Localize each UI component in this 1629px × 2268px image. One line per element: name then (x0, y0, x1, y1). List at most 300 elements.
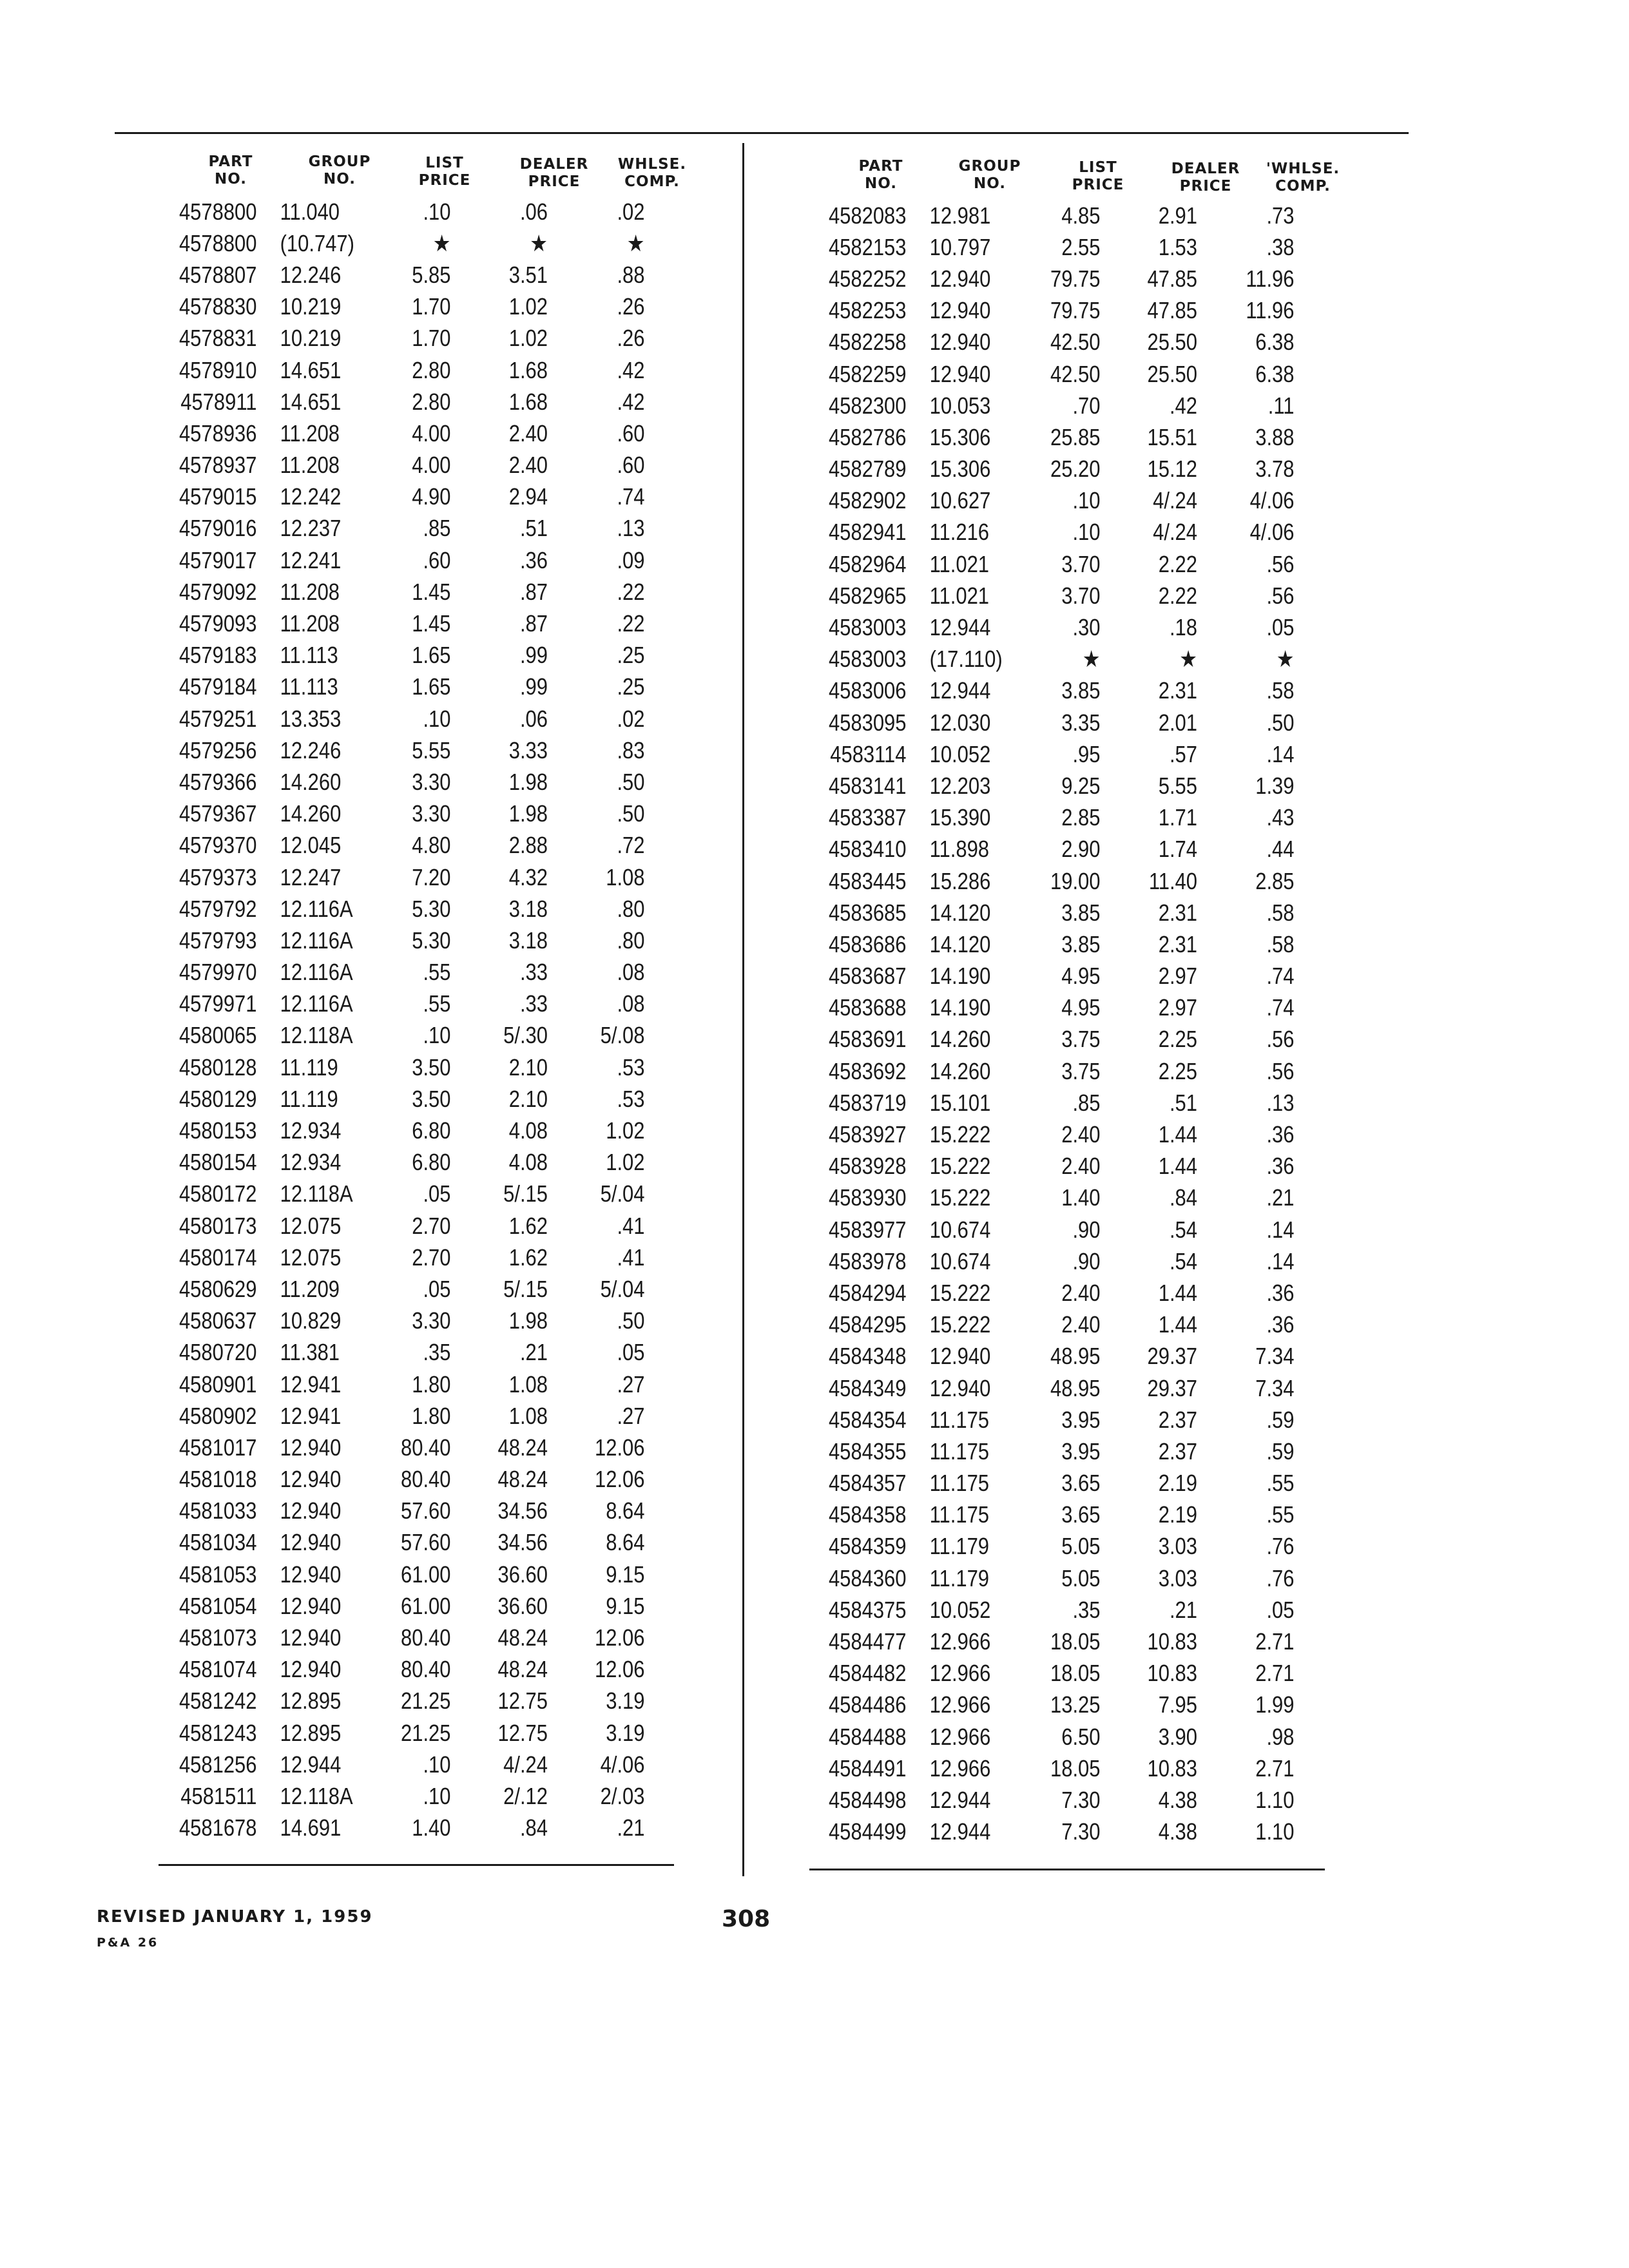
group-no-cell: 12.934 (280, 1149, 342, 1176)
right-table-row (809, 644, 1295, 675)
left-table-row (160, 1242, 645, 1273)
group-no-cell: 10.674 (929, 1247, 991, 1274)
list-price-cell: .55 (423, 990, 451, 1017)
group-no-cell: 12.944 (929, 677, 991, 704)
dealer-price-cell: .99 (519, 673, 548, 700)
left-table-row (160, 988, 645, 1020)
group-no-cell: 10.053 (929, 392, 991, 419)
group-no-cell: 12.940 (280, 1529, 342, 1556)
left-table-row (160, 450, 645, 481)
dealer-price-cell: 2.97 (1158, 963, 1197, 990)
list-price-cell: 3.85 (1061, 930, 1101, 957)
part-no-cell: 4581053 (178, 1561, 257, 1588)
part-no-cell: 4580153 (178, 1117, 257, 1144)
left-table-row (160, 1590, 645, 1622)
list-price-cell: 61.00 (401, 1561, 451, 1588)
whlse-comp-cell: .14 (1266, 1216, 1295, 1243)
part-no-cell: 4580128 (178, 1053, 257, 1081)
group-no-cell: 11.216 (929, 519, 990, 546)
right-table-row (809, 992, 1295, 1024)
list-price-cell: 18.05 (1050, 1754, 1101, 1782)
whlse-comp-cell: .27 (617, 1370, 645, 1398)
bottom-rule-right (809, 1869, 1325, 1870)
group-no-cell: 11.208 (280, 419, 340, 447)
part-no-cell: 4581678 (178, 1814, 257, 1841)
left-header-group: GROUP NO. (308, 153, 371, 187)
group-no-cell: 11.179 (929, 1533, 990, 1560)
right-table-row (809, 1531, 1295, 1562)
part-no-cell: 4584295 (828, 1311, 907, 1338)
list-price-cell: 21.25 (401, 1719, 451, 1746)
left-table-row (160, 196, 645, 227)
left-table-row (160, 957, 645, 988)
whlse-comp-cell: 11.96 (1246, 265, 1295, 292)
list-price-cell: 3.50 (412, 1085, 451, 1112)
part-no-cell: 4583928 (828, 1153, 907, 1180)
whlse-comp-cell: ★ (1276, 646, 1295, 673)
list-price-cell: 48.95 (1050, 1374, 1101, 1401)
left-price-table (160, 196, 724, 1844)
dealer-price-cell: 4.08 (508, 1117, 548, 1144)
whlse-comp-cell: .25 (617, 673, 645, 700)
list-price-cell: .90 (1072, 1216, 1101, 1243)
part-no-cell: 4583691 (828, 1026, 907, 1053)
left-table-row (160, 1305, 645, 1337)
part-no-cell: 4583977 (828, 1216, 907, 1243)
whlse-comp-cell: .21 (1266, 1184, 1295, 1211)
right-table-row (809, 1816, 1295, 1848)
whlse-comp-cell: .60 (617, 452, 645, 479)
whlse-comp-cell: 2.71 (1255, 1754, 1295, 1782)
part-no-cell: 4583114 (830, 740, 907, 767)
dealer-price-cell: .42 (1169, 392, 1197, 419)
bottom-rule-left (159, 1864, 674, 1866)
list-price-cell: 1.45 (412, 610, 451, 637)
left-table-row (160, 893, 645, 925)
part-no-cell: 4579015 (178, 483, 257, 510)
dealer-price-cell: 34.56 (497, 1529, 548, 1556)
left-header-list: LIST PRICE (418, 155, 471, 189)
whlse-comp-cell: 1.99 (1255, 1691, 1295, 1718)
part-no-cell: 4583445 (828, 867, 907, 894)
list-price-cell: 4.90 (412, 483, 451, 510)
whlse-comp-cell: .83 (617, 736, 645, 764)
group-no-cell: 15.222 (929, 1121, 991, 1148)
right-table-row (809, 1372, 1295, 1404)
dealer-price-cell: 3.33 (508, 736, 548, 764)
part-no-cell: 4583095 (828, 709, 907, 736)
group-no-cell: 14.260 (929, 1057, 991, 1084)
part-no-cell: 4584360 (828, 1564, 907, 1591)
group-no-cell: 11.175 (929, 1406, 990, 1433)
group-no-cell: 15.101 (929, 1089, 991, 1116)
part-no-cell: 4584348 (828, 1343, 907, 1370)
left-table-row (160, 1780, 645, 1812)
group-no-cell: 12.940 (929, 1374, 991, 1401)
list-price-cell: .35 (1072, 1596, 1101, 1623)
left-table-row (160, 259, 645, 291)
whlse-comp-cell: 5/.04 (600, 1275, 645, 1302)
right-table-row (809, 770, 1295, 802)
group-no-cell: 12.940 (280, 1497, 342, 1524)
dealer-price-cell: 1.08 (508, 1370, 548, 1398)
list-price-cell: 2.40 (1061, 1153, 1101, 1180)
right-header-list: LIST PRICE (1072, 159, 1124, 193)
part-no-cell: 4584491 (828, 1754, 907, 1782)
group-no-cell: 10.674 (929, 1216, 991, 1243)
right-table-row (809, 961, 1295, 992)
right-table-row (809, 1277, 1295, 1309)
dealer-price-cell: 48.24 (497, 1624, 548, 1651)
group-no-cell: 12.940 (929, 329, 991, 356)
dealer-price-cell: 1.02 (508, 325, 548, 352)
dealer-price-cell: 2.19 (1158, 1470, 1197, 1497)
left-table-row (160, 861, 645, 893)
dealer-price-cell: 36.60 (497, 1561, 548, 1588)
list-price-cell: 1.80 (412, 1402, 451, 1429)
left-table-row (160, 1812, 645, 1844)
whlse-comp-cell: 5/.04 (600, 1180, 645, 1207)
group-no-cell: 12.246 (280, 261, 342, 288)
list-price-cell: 3.95 (1061, 1406, 1101, 1433)
dealer-price-cell: 4.32 (508, 863, 548, 890)
list-price-cell: .10 (423, 198, 451, 225)
list-price-cell: 2.80 (412, 388, 451, 415)
group-no-cell: 15.306 (929, 456, 991, 483)
list-price-cell: 3.65 (1061, 1470, 1101, 1497)
dealer-price-cell: 1.44 (1158, 1311, 1197, 1338)
right-table-row (809, 1182, 1295, 1214)
part-no-cell: 4583003 (828, 614, 907, 641)
whlse-comp-cell: .74 (1266, 963, 1295, 990)
whlse-comp-cell: .44 (1266, 836, 1295, 863)
part-no-cell: 4584498 (828, 1786, 907, 1813)
dealer-price-cell: 2.22 (1158, 582, 1197, 609)
whlse-comp-cell: 5/.08 (600, 1022, 645, 1049)
dealer-price-cell: .51 (1169, 1089, 1197, 1116)
whlse-comp-cell: .72 (617, 832, 645, 859)
dealer-price-cell: 11.40 (1148, 867, 1197, 894)
part-no-cell: 4580720 (178, 1339, 257, 1366)
group-no-cell: 14.691 (280, 1814, 342, 1841)
whlse-comp-cell: 1.02 (606, 1117, 645, 1144)
left-header-part: PART NO. (208, 153, 253, 187)
whlse-comp-cell: .14 (1266, 740, 1295, 767)
right-table-row (809, 897, 1295, 928)
whlse-comp-cell: .08 (617, 959, 645, 986)
right-table-row (809, 1214, 1295, 1245)
left-table-row (160, 1527, 645, 1559)
list-price-cell: 1.40 (412, 1814, 451, 1841)
whlse-comp-cell: .76 (1266, 1564, 1295, 1591)
left-header-whlse: WHLSE. COMP. (617, 156, 687, 190)
left-table-row (160, 1432, 645, 1463)
part-no-cell: 4580637 (178, 1307, 257, 1334)
part-no-cell: 4584499 (828, 1818, 907, 1845)
part-no-cell: 4582941 (828, 519, 907, 546)
dealer-price-cell: .57 (1169, 740, 1197, 767)
dealer-price-cell: 1.98 (508, 800, 548, 827)
list-price-cell: .85 (423, 515, 451, 542)
whlse-comp-cell: .08 (617, 990, 645, 1017)
list-price-cell: 6.50 (1061, 1723, 1101, 1750)
list-price-cell: 2.55 (1061, 233, 1101, 260)
group-no-cell: 14.651 (280, 388, 342, 415)
part-no-cell: 4582786 (828, 423, 907, 450)
dealer-price-cell: .84 (519, 1814, 548, 1841)
whlse-comp-cell: 12.06 (595, 1656, 645, 1683)
dealer-price-cell: 3.18 (508, 895, 548, 922)
left-table-row (160, 1559, 645, 1590)
part-no-cell: 4581033 (178, 1497, 257, 1524)
part-no-cell: 4584355 (828, 1437, 907, 1465)
part-no-cell: 4579971 (178, 990, 257, 1017)
whlse-comp-cell: .56 (1266, 1026, 1295, 1053)
left-table-row (160, 323, 645, 354)
group-no-cell: 12.940 (280, 1434, 342, 1461)
right-table-row (809, 1341, 1295, 1372)
part-no-cell: 4580172 (178, 1180, 257, 1207)
dealer-price-cell: 34.56 (497, 1497, 548, 1524)
dealer-price-cell: 3.51 (508, 261, 548, 288)
whlse-comp-cell: 12.06 (595, 1466, 645, 1493)
whlse-comp-cell: .98 (1266, 1723, 1295, 1750)
left-table-row (160, 1115, 645, 1146)
group-no-cell: 12.981 (929, 202, 991, 229)
list-price-cell: 21.25 (401, 1687, 451, 1715)
part-no-cell: 4584488 (828, 1723, 907, 1750)
whlse-comp-cell: 7.34 (1255, 1343, 1295, 1370)
dealer-price-cell: 1.53 (1158, 233, 1197, 260)
part-no-cell: 4584375 (828, 1596, 907, 1623)
part-no-cell: 4584359 (828, 1533, 907, 1560)
dealer-price-cell: 1.68 (508, 356, 548, 383)
dealer-price-cell: .54 (1169, 1216, 1197, 1243)
part-no-cell: 4581054 (178, 1592, 257, 1619)
list-price-cell: 1.70 (412, 293, 451, 320)
dealer-price-cell: .99 (519, 642, 548, 669)
whlse-comp-cell: .74 (1266, 994, 1295, 1021)
whlse-comp-cell: .25 (617, 642, 645, 669)
list-price-cell: 1.40 (1061, 1184, 1101, 1211)
list-price-cell: .90 (1072, 1247, 1101, 1274)
part-no-cell: 4584349 (828, 1374, 907, 1401)
whlse-comp-cell: .42 (617, 388, 645, 415)
whlse-comp-cell: .02 (617, 198, 645, 225)
left-table-row (160, 576, 645, 608)
dealer-price-cell: 4/.24 (1153, 487, 1197, 514)
part-no-cell: 4584482 (828, 1660, 907, 1687)
part-no-cell: 4580901 (178, 1370, 257, 1398)
part-no-cell: 4584477 (828, 1628, 907, 1655)
whlse-comp-cell: .11 (1268, 392, 1295, 419)
whlse-comp-cell: 4/.06 (1249, 519, 1295, 546)
list-price-cell: .10 (423, 1782, 451, 1809)
dealer-price-cell: 47.85 (1147, 265, 1197, 292)
whlse-comp-cell: .50 (617, 1307, 645, 1334)
list-price-cell: 3.65 (1061, 1501, 1101, 1528)
dealer-price-cell: 3.03 (1158, 1564, 1197, 1591)
whlse-comp-cell: .53 (617, 1053, 645, 1081)
dealer-price-cell: .54 (1169, 1247, 1197, 1274)
part-no-cell: 4581242 (178, 1687, 257, 1715)
group-no-cell: (10.747) (280, 229, 354, 256)
group-no-cell: 12.934 (280, 1117, 342, 1144)
dealer-price-cell: 2/.12 (503, 1782, 548, 1809)
group-no-cell: 10.219 (280, 293, 342, 320)
part-no-cell: 4578911 (180, 388, 257, 415)
dealer-price-cell: 29.37 (1147, 1374, 1197, 1401)
dealer-price-cell: 2.10 (508, 1085, 548, 1112)
right-table-row (809, 1468, 1295, 1499)
group-no-cell: 11.119 (280, 1085, 338, 1112)
group-no-cell: 12.944 (929, 1818, 991, 1845)
right-header-dealer: DEALER PRICE (1171, 160, 1240, 195)
list-price-cell: 5.05 (1061, 1533, 1101, 1560)
group-no-cell: 12.241 (280, 546, 342, 573)
group-no-cell: 15.222 (929, 1279, 991, 1306)
whlse-comp-cell: .76 (1266, 1533, 1295, 1560)
left-table-row (160, 735, 645, 766)
whlse-comp-cell: 6.38 (1255, 329, 1295, 356)
dealer-price-cell: .06 (519, 705, 548, 732)
part-no-cell: 4583686 (828, 930, 907, 957)
right-table-row (809, 1721, 1295, 1753)
dealer-price-cell: 7.95 (1158, 1691, 1197, 1718)
group-no-cell: 11.040 (280, 198, 340, 225)
group-no-cell: 14.190 (929, 963, 991, 990)
list-price-cell: 1.65 (412, 673, 451, 700)
list-price-cell: 3.30 (412, 1307, 451, 1334)
left-table-row (160, 1622, 645, 1653)
left-table-row (160, 1495, 645, 1527)
list-price-cell: 5.05 (1061, 1564, 1101, 1591)
list-price-cell: .35 (423, 1339, 451, 1366)
list-price-cell: 3.35 (1061, 709, 1101, 736)
right-table-row (809, 611, 1295, 643)
left-table-row (160, 1337, 645, 1369)
list-price-cell: 4.95 (1061, 963, 1101, 990)
whlse-comp-cell: 1.39 (1255, 772, 1295, 799)
list-price-cell: .95 (1072, 740, 1101, 767)
whlse-comp-cell: .55 (1266, 1501, 1295, 1528)
dealer-price-cell: 12.75 (497, 1719, 548, 1746)
group-no-cell: 12.940 (280, 1466, 342, 1493)
right-table-row (809, 454, 1295, 485)
dealer-price-cell: 1.71 (1158, 804, 1197, 831)
part-no-cell: 4583006 (828, 677, 907, 704)
dealer-price-cell: 1.08 (508, 1402, 548, 1429)
whlse-comp-cell: .41 (617, 1212, 645, 1239)
dealer-price-cell: .87 (519, 578, 548, 605)
dealer-price-cell: 1.44 (1158, 1121, 1197, 1148)
whlse-comp-cell: 3.78 (1255, 456, 1295, 483)
list-price-cell: 3.30 (412, 800, 451, 827)
whlse-comp-cell: 2.71 (1255, 1628, 1295, 1655)
whlse-comp-cell: .02 (617, 705, 645, 732)
whlse-comp-cell: ★ (626, 229, 645, 256)
list-price-cell: .10 (423, 1751, 451, 1778)
left-table-row (160, 766, 645, 798)
group-no-cell: 12.116A (280, 895, 353, 922)
group-no-cell: 14.120 (929, 899, 991, 926)
group-no-cell: 15.222 (929, 1311, 991, 1338)
left-table-row (160, 1717, 645, 1749)
whlse-comp-cell: .88 (617, 261, 645, 288)
part-no-cell: 4579793 (178, 927, 257, 954)
dealer-price-cell: 1.44 (1158, 1153, 1197, 1180)
dealer-price-cell: 2.40 (508, 452, 548, 479)
right-table-row (809, 580, 1295, 611)
part-no-cell: 4584358 (828, 1501, 907, 1528)
left-header-dealer: DEALER PRICE (519, 156, 589, 190)
part-no-cell: 4583688 (828, 994, 907, 1021)
dealer-price-cell: 2.31 (1158, 677, 1197, 704)
group-no-cell: 12.940 (280, 1592, 342, 1619)
right-table-row (809, 1689, 1295, 1721)
group-no-cell: 11.175 (929, 1437, 990, 1465)
right-table-row (809, 1309, 1295, 1341)
list-price-cell: 18.05 (1050, 1628, 1101, 1655)
left-table-row (160, 640, 645, 671)
list-price-cell: 7.20 (412, 863, 451, 890)
left-table-row (160, 1749, 645, 1780)
part-no-cell: 4583719 (828, 1089, 907, 1116)
whlse-comp-cell: 1.02 (606, 1149, 645, 1176)
list-price-cell: 2.85 (1061, 804, 1101, 831)
whlse-comp-cell: .05 (617, 1339, 645, 1366)
dealer-price-cell: 1.62 (508, 1212, 548, 1239)
dealer-price-cell: 1.98 (508, 1307, 548, 1334)
right-table-row (809, 421, 1295, 453)
part-no-cell: 4579367 (178, 800, 257, 827)
group-no-cell: 11.208 (280, 610, 340, 637)
part-no-cell: 4579970 (178, 959, 257, 986)
left-table-row (160, 925, 645, 956)
list-price-cell: 80.40 (401, 1434, 451, 1461)
group-no-cell: 12.966 (929, 1628, 991, 1655)
group-no-cell: 11.208 (280, 452, 340, 479)
whlse-comp-cell: .56 (1266, 1057, 1295, 1084)
part-no-cell: 4584354 (828, 1406, 907, 1433)
part-no-cell: 4580154 (178, 1149, 257, 1176)
part-no-cell: 4582964 (828, 550, 907, 577)
dealer-price-cell: 48.24 (497, 1434, 548, 1461)
left-table-row (160, 1147, 645, 1178)
part-no-cell: 4584357 (828, 1470, 907, 1497)
right-table-row (809, 1594, 1295, 1626)
group-no-cell: 12.940 (929, 1343, 991, 1370)
right-header-part: PART NO. (858, 158, 903, 192)
left-table-row (160, 1273, 645, 1305)
left-table-row (160, 544, 645, 576)
list-price-cell: .70 (1072, 392, 1101, 419)
left-table-row (160, 1210, 645, 1242)
right-table-row (809, 390, 1295, 421)
list-price-cell: 4.95 (1061, 994, 1101, 1021)
list-price-cell: 3.75 (1061, 1026, 1101, 1053)
dealer-price-cell: 10.83 (1147, 1628, 1197, 1655)
group-no-cell: 12.118A (280, 1180, 353, 1207)
list-price-cell: 1.45 (412, 578, 451, 605)
part-no-cell: 4582259 (828, 360, 907, 387)
group-no-cell: 14.260 (929, 1026, 991, 1053)
part-no-cell: 4579256 (178, 736, 257, 764)
whlse-comp-cell: .50 (1266, 709, 1295, 736)
dealer-price-cell: 2.91 (1158, 202, 1197, 229)
left-table-row (160, 1464, 645, 1495)
part-no-cell: 4579792 (178, 895, 257, 922)
